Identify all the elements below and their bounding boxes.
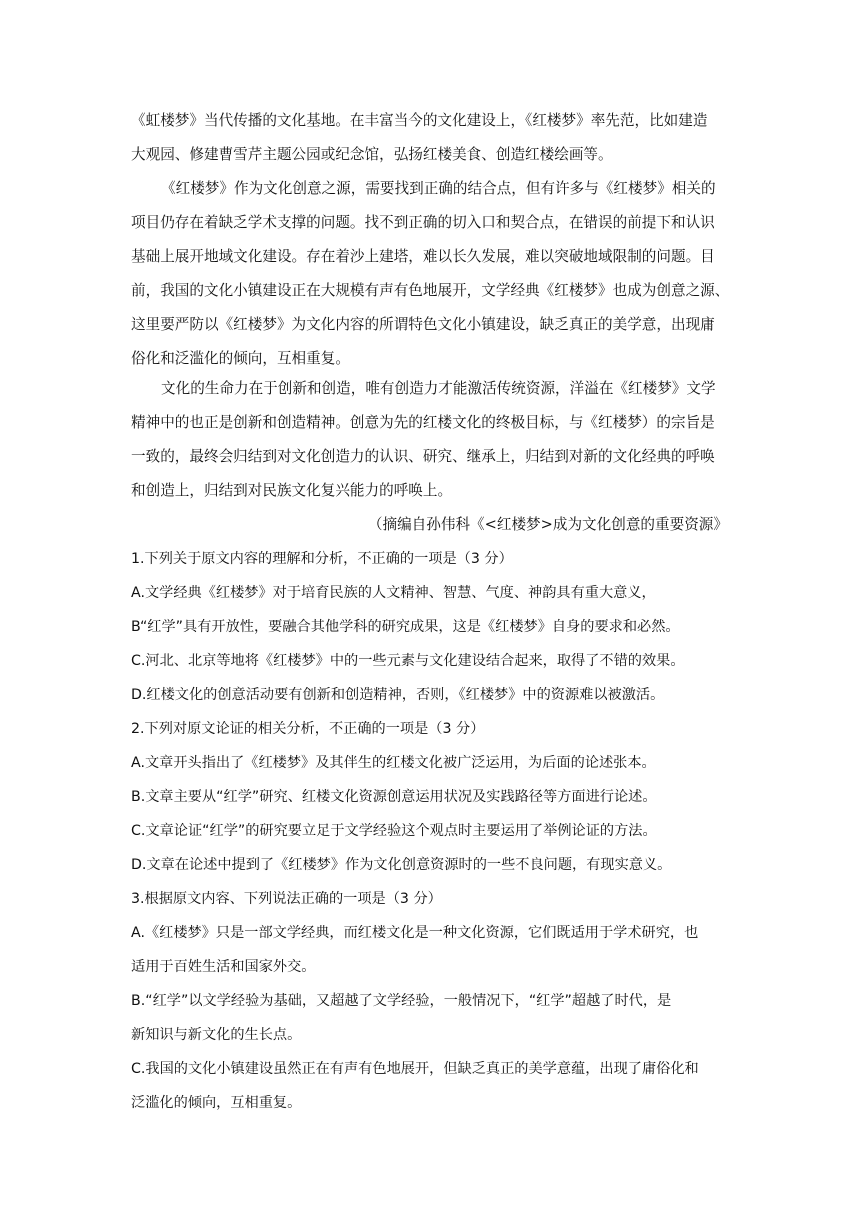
option-a-continued: 适用于百姓生活和国家外交。 (131, 959, 316, 975)
text-line: 《红楼梦》作为文化创意之源，需要找到正确的结合点，但有许多与《红楼梦》相关的 (161, 180, 716, 197)
text-line: 文化的生命力在于创新和创造，唯有创造力才能激活传统资源，洋溢在《红楼梦》文学 (161, 380, 716, 397)
question-3 (131, 882, 741, 1120)
option-a: A.《红楼梦》只是一部文学经典，而红楼文化是一种文化资源，它们既适用于学术研究，也 (131, 925, 699, 941)
text-line: 《虹楼梦》当代传播的文化基地。在丰富当今的文化建设上，《红楼梦》率先范，比如建造 (131, 112, 708, 129)
paragraph-1 (131, 104, 731, 172)
text-line: 一致的，最终会归结到对文化创造力的认识、研究、继承上，归结到对新的文化经典的呼唤 (131, 448, 715, 465)
option-b: B“红学”具有开放性，要融合其他学科的研究成果，这是《红楼梦》自身的要求和必然。 (131, 619, 680, 635)
question-stem: 1.下列关于原文内容的理解和分析，不正确的一项是（3 分） (131, 551, 513, 567)
text-line: 精神中的也正是创新和创造精神。创意为先的红楼文化的终极目标，与《红楼梦）的宗旨是 (131, 414, 715, 431)
text-line: 项目仍存在着缺乏学术支撑的问题。找不到正确的切入口和契合点，在错误的前提下和认识 (131, 214, 715, 231)
source-citation: （摘编自孙伟科《<红楼梦>成为文化创意的重要资源》 (367, 516, 728, 533)
option-d: D.红楼文化的创意活动要有创新和创造精神，否则，《红楼梦》中的资源难以被激活。 (131, 687, 665, 703)
paragraph-3 (131, 372, 731, 508)
option-a: A.文章开头指出了《红楼梦》及其伴生的红楼文化被广泛运用，为后面的论述张本。 (131, 755, 656, 771)
text-line: 大观园、修建曹雪芹主题公园或纪念馆，弘扬红楼美食、创造红楼绘画等。 (131, 146, 613, 163)
question-2 (131, 712, 741, 882)
paragraph-2 (131, 172, 731, 376)
text-line: 前，我国的文化小镇建设正在大规模有声有色地展开，文学经典《红楼梦》也成为创意之源、 (131, 282, 730, 299)
option-c: C.文章论证“红学”的研究要立足于文学经验这个观点时主要运用了举例论证的方法。 (131, 823, 657, 839)
option-b: B.“红学”以文学经验为基础，又超越了文学经验，一般情况下，“红学”超越了时代，是 (131, 993, 672, 1009)
option-b: B.文章主要从“红学”研究、红楼文化资源创意运用状况及实践路径等方面进行论述。 (131, 789, 657, 805)
question-1 (131, 542, 741, 712)
question-stem: 3.根据原文内容、下列说法正确的一项是（3 分） (131, 891, 442, 907)
option-c: C.河北、北京等地将《红楼梦》中的一些元素与文化建设结合起来，取得了不错的效果。 (131, 653, 685, 669)
option-c: C.我国的文化小镇建设虽然正在有声有色地展开，但缺乏真正的美学意蕴，出现了庸俗化和 (131, 1061, 699, 1077)
option-b-continued: 新知识与新文化的生长点。 (131, 1027, 302, 1043)
option-d: D.文章在论述中提到了《红楼梦》作为文化创意资源时的一些不良问题，有现实意义。 (131, 857, 672, 873)
option-a: A.文学经典《红楼梦》对于培育民族的人文精神、智慧、气度、神韵具有重大意义， (131, 585, 656, 601)
text-line: 和创造上，归结到对民族文化复兴能力的呼唤上。 (131, 482, 453, 499)
question-stem: 2.下列对原文论证的相关分析，不正确的一项是（3 分） (131, 721, 485, 737)
option-c-continued: 泛滥化的倾向，互相重复。 (131, 1095, 302, 1111)
text-line: 俗化和泛滥化的倾向，互相重复。 (131, 350, 350, 367)
text-line: 这里要严防以《红楼梦》为文化内容的所谓特色文化小镇建设，缺乏真正的美学意，出现庸 (131, 316, 715, 333)
text-line: 基础上展开地域文化建设。存在着沙上建塔，难以长久发展，难以突破地域限制的问题。目 (131, 248, 715, 265)
